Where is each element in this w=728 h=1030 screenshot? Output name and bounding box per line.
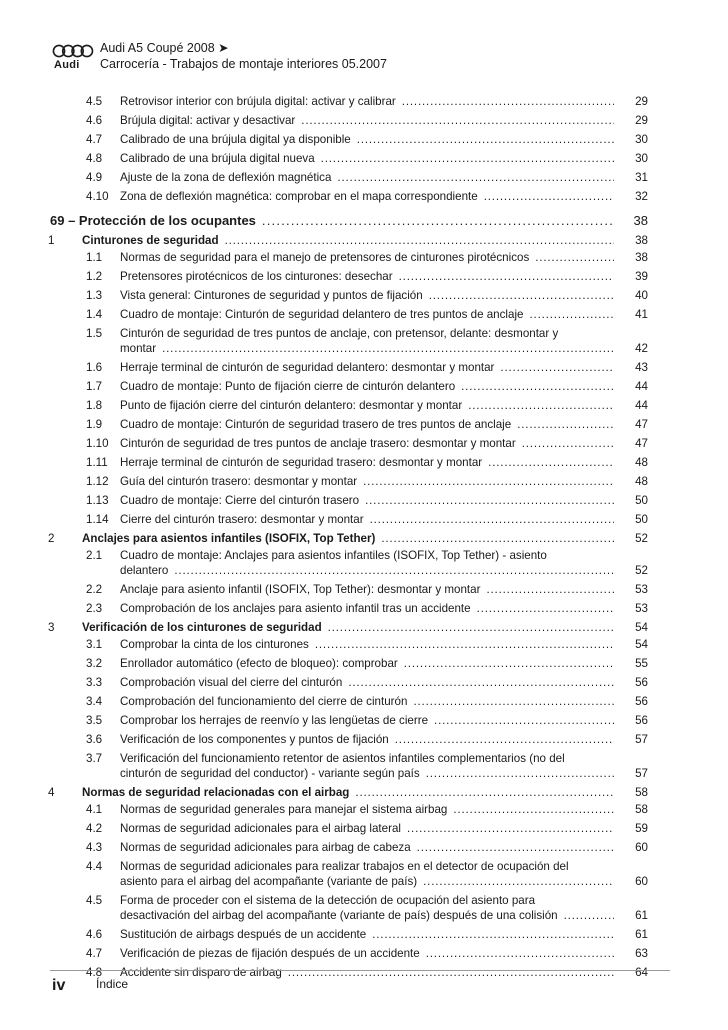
- toc-entry-title-line: [120, 874, 620, 889]
- header-model-line: Audi A5 Coupé 2008 ➤: [100, 41, 229, 55]
- toc-entry-page: 38: [633, 213, 648, 228]
- toc-entry-title: [120, 582, 620, 597]
- toc-entry[interactable]: [48, 800, 648, 819]
- toc-entry[interactable]: [48, 510, 648, 529]
- toc-entry[interactable]: [48, 491, 648, 510]
- toc-entry-title-text: Zona de deflexión magnética: comprobar en el mapa correspondiente: [120, 190, 478, 203]
- toc-entry-title-text: Herraje terminal de cinturón de seguridad trasero: desmontar y montar: [120, 456, 483, 469]
- toc-entry-title: [50, 213, 620, 228]
- dot-leader: [395, 732, 614, 747]
- toc-entry-title-line: Verificación del funcionamiento retentor de asientos infantiles complementarios (no del: [120, 752, 565, 765]
- toc-entry-title-text: desactivación del airbag del acompañante (variante de país) después de una colisión: [120, 909, 558, 922]
- toc-entry-page: 31: [635, 171, 648, 184]
- toc-entry-title: [120, 927, 620, 942]
- toc-entry-number: 1.2: [86, 270, 103, 283]
- toc-entry-title: [120, 360, 620, 375]
- toc-entry-title: [120, 288, 620, 303]
- toc-entry-title-text: Accidente sin disparo de airbag: [120, 966, 282, 979]
- toc-entry-number: 1.8: [86, 399, 103, 412]
- dot-leader: [486, 582, 614, 597]
- toc-entry-title: [120, 946, 620, 961]
- dot-leader: [315, 637, 614, 652]
- toc-entry-number: 4: [48, 786, 55, 799]
- toc-entry-number: 4.10: [86, 190, 109, 203]
- toc-entry-title-line: [120, 766, 620, 781]
- toc-entry-page: 56: [635, 714, 648, 727]
- toc-entry-number: 3.7: [86, 752, 103, 765]
- toc-entry-page: 44: [635, 380, 648, 393]
- toc-entry-page: 48: [635, 475, 648, 488]
- dot-leader: [174, 563, 614, 578]
- dot-leader: [423, 874, 614, 889]
- dot-leader: [357, 132, 614, 147]
- dot-leader: [461, 379, 614, 394]
- toc-entry-number: 1.6: [86, 361, 103, 374]
- toc-entry-title: [120, 474, 620, 489]
- toc-entry-page: 58: [635, 786, 648, 799]
- dot-leader: [500, 360, 614, 375]
- toc-entry-page: 44: [635, 399, 648, 412]
- toc-entry-title: [120, 512, 620, 527]
- toc-chapter[interactable]: [48, 209, 648, 231]
- dot-leader: [337, 170, 614, 185]
- toc-entry-title: [120, 893, 620, 923]
- toc-entry-title-text: Normas de seguridad relacionadas con el airbag: [82, 786, 350, 799]
- toc-entry[interactable]: [48, 692, 648, 711]
- toc-entry-page: 42: [635, 342, 648, 355]
- toc-entry-number: 3.3: [86, 676, 103, 689]
- toc-entry-number: 1.5: [86, 327, 103, 340]
- audi-logo: [50, 42, 94, 74]
- toc-section[interactable]: [48, 620, 648, 635]
- toc-entry-title-text: Calibrado de una brújula digital nueva: [120, 152, 315, 165]
- toc-entry-page: 57: [635, 767, 648, 780]
- toc-entry-number: 3.4: [86, 695, 103, 708]
- toc-entry[interactable]: [48, 111, 648, 130]
- toc-entry-page: 52: [635, 532, 648, 545]
- toc-entry-title: [120, 859, 620, 889]
- toc-entry-title-text: Comprobación visual del cierre del cinturón: [120, 676, 343, 689]
- toc-entry-title: [120, 675, 620, 690]
- toc-entry-title: [120, 113, 620, 128]
- dot-leader: [262, 213, 614, 228]
- toc-entry-title-text: Cuadro de montaje: Cinturón de seguridad trasero de tres puntos de anclaje: [120, 418, 512, 431]
- toc-entry-number: 1.14: [86, 513, 109, 526]
- toc-entry-title: [120, 269, 620, 284]
- toc-entry-title: [120, 751, 620, 781]
- toc-entry-title-text: Cuadro de montaje: Cierre del cinturón trasero: [120, 494, 360, 507]
- toc-entry[interactable]: [48, 149, 648, 168]
- dot-leader: [484, 189, 614, 204]
- toc-entry[interactable]: [48, 130, 648, 149]
- dot-leader: [468, 398, 614, 413]
- toc-entry-title-text: montar: [120, 342, 157, 355]
- header-text: [100, 40, 387, 72]
- toc-entry-title-text: Anclaje para asiento infantil (ISOFIX, Top Tether): desmontar y montar: [120, 583, 481, 596]
- audi-brand-text: Audi: [54, 59, 80, 71]
- toc-entry-number: 4.6: [86, 114, 103, 127]
- toc-entry-title: [82, 531, 620, 546]
- toc-entry-title-text: Ajuste de la zona de deflexión magnética: [120, 171, 332, 184]
- toc-entry[interactable]: [48, 673, 648, 692]
- toc-entry[interactable]: [48, 654, 648, 673]
- toc-entry[interactable]: [48, 963, 648, 982]
- toc-entry-title-text: 69 – Protección de los ocupantes: [50, 213, 256, 228]
- toc-entry-title-line: Forma de proceder con el sistema de la detección de ocupación del asiento para: [120, 894, 536, 907]
- toc-entry-number: 4.8: [86, 966, 103, 979]
- toc-entry-page: 39: [635, 270, 648, 283]
- toc-section[interactable]: [48, 531, 648, 546]
- dot-leader: [372, 927, 614, 942]
- toc-entry-title: [120, 417, 620, 432]
- toc-entry-page: 57: [635, 733, 648, 746]
- toc-entry-number: 1.1: [86, 251, 103, 264]
- header-manual-line: Carrocería - Trabajos de montaje interiores 05.2007: [100, 57, 387, 71]
- toc-entry-title-text: Calibrado de una brújula digital ya disponible: [120, 133, 351, 146]
- toc-entry-title-text: Verificación de los cinturones de seguridad: [82, 621, 322, 634]
- toc-entry-number: 2.2: [86, 583, 103, 596]
- toc-entry-page: 61: [635, 909, 648, 922]
- toc-entry-title-line: [120, 563, 620, 578]
- toc-entry-number: 1.10: [86, 437, 109, 450]
- toc-entry-page: 54: [635, 621, 648, 634]
- toc-entry-title: [120, 548, 620, 578]
- dot-leader: [529, 307, 614, 322]
- toc-entry-page: 64: [635, 966, 648, 979]
- toc-entry-page: 38: [635, 251, 648, 264]
- dot-leader: [488, 455, 614, 470]
- audi-rings-icon: [52, 44, 94, 58]
- toc-entry[interactable]: [48, 267, 648, 286]
- toc-entry-number: 1.11: [86, 456, 108, 469]
- toc-entry[interactable]: [48, 168, 648, 187]
- toc-entry-title: [82, 785, 620, 800]
- toc-entry-title-text: Cierre del cinturón trasero: desmontar y montar: [120, 513, 364, 526]
- toc-entry-title-line: [120, 908, 620, 923]
- toc-entry-title-text: Comprobar los herrajes de reenvío y las lengüetas de cierre: [120, 714, 429, 727]
- toc-entry-title: [120, 151, 620, 166]
- toc-entry-number: 3: [48, 621, 55, 634]
- toc-entry-title-text: Retrovisor interior con brújula digital: activar y calibrar: [120, 95, 396, 108]
- toc-entry-title-text: cinturón de seguridad del conductor) - variante según país: [120, 767, 420, 780]
- toc-entry[interactable]: [48, 599, 648, 618]
- toc-entry[interactable]: [48, 324, 648, 358]
- toc-entry-number: 2.1: [86, 549, 103, 562]
- toc-entry-title: [120, 379, 620, 394]
- toc-entry-title: [120, 170, 620, 185]
- toc-entry-title-text: Pretensores pirotécnicos de los cinturones: desechar: [120, 270, 393, 283]
- toc-entry-page: 40: [635, 289, 648, 302]
- dot-leader: [477, 601, 614, 616]
- toc-entry[interactable]: [48, 944, 648, 963]
- toc-entry-page: 30: [635, 152, 648, 165]
- toc-entry-title-line: Cinturón de seguridad de tres puntos de anclaje, con pretensor, delante: desmontar y: [120, 327, 559, 340]
- toc-entry-page: 55: [635, 657, 648, 670]
- toc-entry-page: 59: [635, 822, 648, 835]
- toc-entry-number: 3.6: [86, 733, 103, 746]
- toc-entry-title: [120, 713, 620, 728]
- dot-leader: [301, 113, 614, 128]
- dot-leader: [407, 821, 614, 836]
- dot-leader: [321, 151, 614, 166]
- toc-entry-title-text: Normas de seguridad adicionales para el airbag lateral: [120, 822, 401, 835]
- toc-entry-title-line: Cuadro de montaje: Anclajes para asientos infantiles (ISOFIX, Top Tether) - asiento: [120, 549, 547, 562]
- toc-entry-title-text: Cinturones de seguridad: [82, 234, 219, 247]
- footer-page-number: iv: [52, 977, 66, 994]
- toc-entry-title-text: asiento para el airbag del acompañante (variante de país): [120, 875, 418, 888]
- dot-leader: [162, 341, 614, 356]
- document-header: [50, 40, 670, 76]
- toc-entry-title: [120, 802, 620, 817]
- toc-entry[interactable]: [48, 415, 648, 434]
- toc-entry-page: 53: [635, 583, 648, 596]
- toc-entry-title: [120, 455, 620, 470]
- toc-entry-title-text: Cuadro de montaje: Cinturón de seguridad delantero de tres puntos de anclaje: [120, 308, 524, 321]
- toc-entry-page: 43: [635, 361, 648, 374]
- toc-entry-number: 1.3: [86, 289, 103, 302]
- toc-entry-page: 56: [635, 695, 648, 708]
- toc-entry-number: 4.1: [86, 803, 103, 816]
- toc-entry[interactable]: [48, 187, 648, 206]
- toc-entry-number: 4.7: [86, 947, 103, 960]
- toc-entry-title-text: Guía del cinturón trasero: desmontar y montar: [120, 475, 358, 488]
- toc-entry[interactable]: [48, 546, 648, 580]
- toc-entry-page: 60: [635, 875, 648, 888]
- toc-entry-number: 3.5: [86, 714, 103, 727]
- toc-entry-title-text: Anclajes para asientos infantiles (ISOFIX, Top Tether): [82, 532, 376, 545]
- toc-entry-number: 2: [48, 532, 55, 545]
- footer-divider: [50, 970, 670, 971]
- toc-entry-title-text: Comprobación del funcionamiento del cierre de cinturón: [120, 695, 408, 708]
- toc-entry[interactable]: [48, 857, 648, 891]
- toc-entry-number: 4.5: [86, 95, 103, 108]
- dot-leader: [381, 531, 614, 546]
- toc-entry[interactable]: [48, 749, 648, 783]
- toc-entry-title-text: Cinturón de seguridad de tres puntos de anclaje trasero: desmontar y montar: [120, 437, 516, 450]
- toc-entry-number: 1.7: [86, 380, 103, 393]
- toc-entry-title-text: Comprobar la cinta de los cinturones: [120, 638, 309, 651]
- toc-entry-number: 4.4: [86, 860, 103, 873]
- dot-leader: [288, 965, 614, 980]
- dot-leader: [434, 713, 614, 728]
- table-of-contents: [48, 92, 648, 982]
- toc-entry-title-text: Enrollador automático (efecto de bloqueo): comprobar: [120, 657, 398, 670]
- toc-entry-title-text: Sustitución de airbags después de un accidente: [120, 928, 367, 941]
- toc-entry-title-text: Cuadro de montaje: Punto de fijación cierre de cinturón delantero: [120, 380, 456, 393]
- toc-entry-title-text: Normas de seguridad generales para manejar el sistema airbag: [120, 803, 448, 816]
- toc-entry-title: [120, 493, 620, 508]
- toc-entry-title: [120, 189, 620, 204]
- dot-leader: [429, 288, 614, 303]
- toc-entry-title: [120, 250, 620, 265]
- toc-section[interactable]: [48, 785, 648, 800]
- toc-entry-title-text: Herraje terminal de cinturón de seguridad delantero: desmontar y montar: [120, 361, 495, 374]
- toc-entry-title-text: Brújula digital: activar y desactivar: [120, 114, 296, 127]
- toc-entry[interactable]: [48, 396, 648, 415]
- toc-entry-page: 47: [635, 437, 648, 450]
- toc-entry-page: 53: [635, 602, 648, 615]
- toc-entry-number: 4.6: [86, 928, 103, 941]
- toc-entry-number: 1.13: [86, 494, 109, 507]
- toc-entry[interactable]: [48, 838, 648, 857]
- toc-entry-page: 56: [635, 676, 648, 689]
- toc-entry[interactable]: [48, 305, 648, 324]
- dot-leader: [370, 512, 614, 527]
- toc-entry-title: [120, 94, 620, 109]
- toc-entry-title: [120, 694, 620, 709]
- toc-entry-page: 41: [635, 308, 648, 321]
- toc-entry-title-text: Normas de seguridad para el manejo de pretensores de cinturones pirotécnicos: [120, 251, 530, 264]
- dot-leader: [399, 269, 614, 284]
- dot-leader: [348, 675, 614, 690]
- toc-entry-number: 3.1: [86, 638, 103, 651]
- toc-entry-number: 4.8: [86, 152, 103, 165]
- toc-entry-page: 48: [635, 456, 648, 469]
- toc-entry-title: [120, 656, 620, 671]
- dot-leader: [453, 802, 614, 817]
- dot-leader: [365, 493, 614, 508]
- toc-entry[interactable]: [48, 286, 648, 305]
- toc-entry-number: 1: [48, 234, 55, 247]
- toc-entry-page: 29: [635, 95, 648, 108]
- toc-entry-title-text: Comprobación de los anclajes para asiento infantil tras un accidente: [120, 602, 471, 615]
- toc-entry[interactable]: [48, 925, 648, 944]
- toc-entry-number: 4.3: [86, 841, 103, 854]
- toc-entry[interactable]: [48, 891, 648, 925]
- dot-leader: [522, 436, 614, 451]
- toc-entry-page: 32: [635, 190, 648, 203]
- toc-entry-title-text: delantero: [120, 564, 169, 577]
- toc-entry[interactable]: [48, 580, 648, 599]
- toc-entry[interactable]: [48, 453, 648, 472]
- toc-entry[interactable]: [48, 819, 648, 838]
- toc-entry-title: [82, 620, 620, 635]
- toc-entry-title: [120, 965, 620, 980]
- dot-leader: [426, 766, 614, 781]
- toc-entry-title-text: Verificación de piezas de fijación después de un accidente: [120, 947, 420, 960]
- toc-entry-title-text: Normas de seguridad adicionales para airbag de cabeza: [120, 841, 411, 854]
- toc-entry-title: [120, 307, 620, 322]
- toc-entry-title-line: Normas de seguridad adicionales para realizar trabajos en el detector de ocupación del: [120, 860, 569, 873]
- toc-entry-title: [120, 436, 620, 451]
- dot-leader: [417, 840, 614, 855]
- toc-entry[interactable]: [48, 434, 648, 453]
- toc-entry-number: 1.12: [86, 475, 109, 488]
- toc-entry-title: [120, 398, 620, 413]
- toc-entry[interactable]: [48, 92, 648, 111]
- toc-entry-number: 1.9: [86, 418, 103, 431]
- toc-entry-page: 58: [635, 803, 648, 816]
- toc-entry-page: 47: [635, 418, 648, 431]
- dot-leader: [413, 694, 614, 709]
- toc-entry-page: 50: [635, 494, 648, 507]
- toc-entry-title: [120, 637, 620, 652]
- dot-leader: [402, 94, 614, 109]
- toc-entry-page: 54: [635, 638, 648, 651]
- toc-entry-number: 3.2: [86, 657, 103, 670]
- toc-entry-title: [120, 821, 620, 836]
- toc-entry-title: [120, 326, 620, 356]
- toc-entry-title: [120, 840, 620, 855]
- dot-leader: [535, 250, 614, 265]
- dot-leader: [404, 656, 614, 671]
- toc-entry-page: 29: [635, 114, 648, 127]
- dot-leader: [517, 417, 614, 432]
- toc-entry-number: 1.4: [86, 308, 103, 321]
- toc-entry-page: 38: [635, 234, 648, 247]
- dot-leader: [225, 233, 614, 248]
- toc-entry-title-text: Verificación de los componentes y puntos de fijación: [120, 733, 389, 746]
- toc-entry[interactable]: [48, 472, 648, 491]
- toc-entry-page: 52: [635, 564, 648, 577]
- toc-entry-page: 30: [635, 133, 648, 146]
- toc-entry-page: 50: [635, 513, 648, 526]
- toc-entry-number: 4.2: [86, 822, 103, 835]
- dot-leader: [355, 785, 614, 800]
- toc-entry-number: 2.3: [86, 602, 103, 615]
- toc-entry-title: [120, 732, 620, 747]
- toc-entry[interactable]: [48, 711, 648, 730]
- dot-leader: [328, 620, 614, 635]
- toc-entry-number: 4.5: [86, 894, 103, 907]
- toc-entry[interactable]: [48, 358, 648, 377]
- toc-entry-page: 63: [635, 947, 648, 960]
- toc-entry[interactable]: [48, 730, 648, 749]
- dot-leader: [363, 474, 614, 489]
- toc-entry-number: 4.7: [86, 133, 103, 146]
- dot-leader: [564, 908, 614, 923]
- toc-entry-title-line: [120, 341, 620, 356]
- toc-entry-title-text: Punto de fijación cierre del cinturón delantero: desmontar y montar: [120, 399, 463, 412]
- toc-entry[interactable]: [48, 377, 648, 396]
- toc-section[interactable]: [48, 233, 648, 248]
- toc-entry-page: 60: [635, 841, 648, 854]
- toc-entry-page: 61: [635, 928, 648, 941]
- toc-entry-title: [82, 233, 620, 248]
- toc-entry[interactable]: [48, 248, 648, 267]
- toc-entry-title: [120, 601, 620, 616]
- toc-entry[interactable]: [48, 635, 648, 654]
- toc-entry-title-text: Vista general: Cinturones de seguridad y puntos de fijación: [120, 289, 423, 302]
- toc-entry-title: [120, 132, 620, 147]
- dot-leader: [426, 946, 614, 961]
- footer-section-label: Índice: [96, 977, 129, 991]
- toc-entry-number: 4.9: [86, 171, 103, 184]
